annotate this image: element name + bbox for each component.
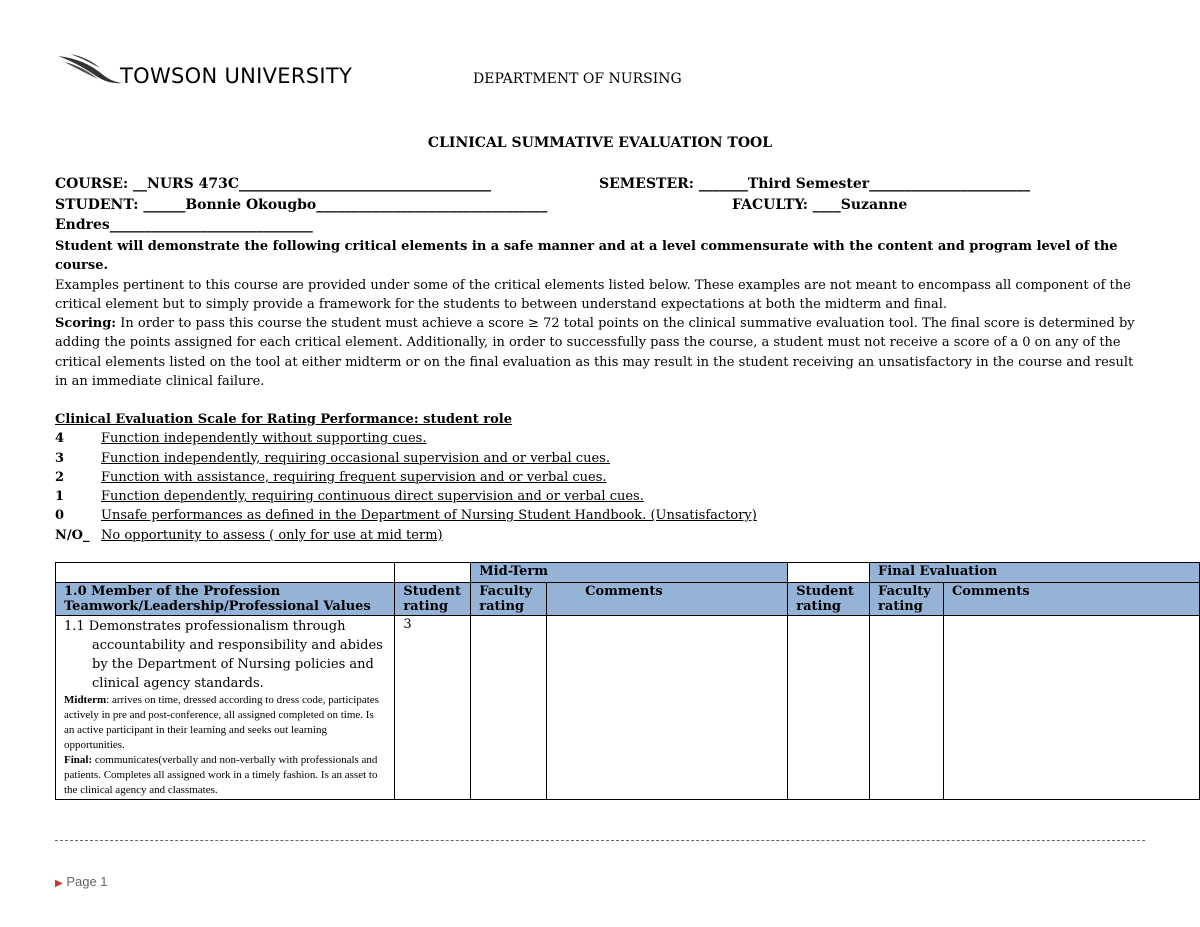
student-value: ______Bonnie Okougbo_________________________________ (143, 197, 548, 213)
faculty-line (732, 197, 907, 213)
midterm-header: Mid-Term (471, 563, 788, 583)
final-student-rating-header: Student rating (788, 583, 870, 616)
midterm-example (64, 693, 386, 753)
scoring-text: In order to pass this course the student must achieve a score ≥ 72 total points on the clinical summative evaluation tool. The final score is determined by adding the points assigned for each critical element. Additionally, in order to successfully pass the course, a student must not receive a score of a 0 on any of the critical elements listed on the tool at either midterm or on the final evaluation as this may result in the student receiving an unsatisfactory in the course and result in an immediate clinical failure. (55, 316, 1135, 389)
final-comments-cell[interactable] (943, 616, 1199, 800)
table-header-row-2 (56, 583, 1200, 616)
course-value: __NURS 473C____________________________________ (133, 176, 492, 192)
mid-faculty-rating-cell[interactable] (471, 616, 547, 800)
mid-comments-header: Comments (547, 583, 788, 616)
final-faculty-rating-header: Faculty rating (870, 583, 944, 616)
faculty-value: ____Suzanne (812, 197, 908, 213)
student-label: STUDENT: (55, 197, 139, 213)
scale-item (55, 468, 757, 487)
page-number: Page 1 (66, 874, 108, 889)
department-name: DEPARTMENT OF NURSING (473, 71, 682, 87)
final-header: Final Evaluation (870, 563, 1200, 583)
critical-elements-statement: Student will demonstrate the following critical elements in a safe manner and at a level commensurate with the content and program level of the course. (55, 239, 1118, 274)
scale-num: 1 (55, 489, 65, 505)
scale-text: Unsafe performances as defined in the Department of Nursing Student Handbook. (Unsatisfactory) (101, 508, 757, 524)
student-line (55, 197, 547, 213)
scale-item (55, 506, 757, 525)
scale-num: 0 (55, 508, 65, 524)
section-title-line2: Teamwork/Leadership/Professional Values (64, 599, 371, 614)
final-faculty-rating-cell[interactable] (870, 616, 944, 800)
scale-item (55, 429, 757, 448)
scale-text: Function independently, requiring occasional supervision and or verbal cues. (101, 450, 610, 466)
scale-num: N/O_ (55, 527, 90, 543)
mid-student-rating-header: Student rating (395, 583, 471, 616)
critical-element-cell (56, 616, 395, 800)
final-text: communicates(verbally and non-verbally with professionals and patients. Completes all assigned work in a timely fashion. Is an asset to the clinical agency and classmates. (64, 754, 378, 796)
course-label: COURSE: (55, 176, 129, 192)
document-title: CLINICAL SUMMATIVE EVALUATION TOOL (427, 135, 773, 151)
scale-num: 2 (55, 469, 65, 485)
section-title-line1: 1.0 Member of the Profession (64, 584, 281, 599)
mid-faculty-rating-header: Faculty rating (471, 583, 547, 616)
scale-num: 3 (55, 450, 65, 466)
faculty-name-continued: Endres_____________________________ (55, 217, 313, 233)
university-name: TOWSON UNIVERSITY (120, 64, 353, 88)
scale-item (55, 487, 757, 506)
scale-item (55, 449, 757, 468)
intro-paragraph (55, 237, 1145, 314)
final-student-rating-cell[interactable] (788, 616, 870, 800)
semester-line (599, 176, 1030, 192)
page-marker-icon: ▶ (55, 878, 63, 889)
mid-student-rating-cell[interactable]: 3 (395, 616, 471, 800)
semester-label: SEMESTER: (599, 176, 694, 192)
section-title (56, 583, 395, 616)
scale-text: No opportunity to assess ( only for use at mid term) (101, 527, 443, 543)
midterm-label: Midterm (64, 694, 107, 706)
scale-text: Function independently without supporting cues. (101, 431, 427, 447)
mid-comments-cell[interactable] (547, 616, 788, 800)
semester-value: _______Third Semester_______________________ (698, 176, 1031, 192)
critical-element-text: 1.1 Demonstrates professionalism through accountability and responsibility and abides by the Department of Nursing policies and clinical agency standards. (64, 619, 383, 691)
table-row (56, 616, 1200, 800)
midterm-text: : arrives on time, dressed according to dress code, participates actively in pre and post-conference, all assigned completed on time. Is an active participant in their learning and seeks out learning opportunities. (64, 694, 379, 751)
tiger-stripe-icon (56, 52, 126, 88)
page-break-divider (55, 840, 1145, 841)
final-example (64, 753, 386, 798)
rating-scale (55, 410, 757, 545)
final-comments-header: Comments (943, 583, 1199, 616)
course-line (55, 176, 491, 192)
table-header-row-1 (56, 563, 1200, 583)
scale-text: Function dependently, requiring continuous direct supervision and or verbal cues. (101, 489, 644, 505)
scale-heading: Clinical Evaluation Scale for Rating Performance: student role (55, 412, 512, 427)
examples-text: Examples pertinent to this course are provided under some of the critical elements listed below. These examples are not meant to encompass all component of the critical element but to simply provide a framework for the students to between understand expectations at both the midterm and final. (55, 277, 1131, 312)
scoring-label: Scoring: (55, 316, 117, 331)
scale-text: Function with assistance, requiring frequent supervision and or verbal cues. (101, 469, 607, 485)
scale-item (55, 526, 757, 545)
faculty-label: FACULTY: (732, 197, 808, 213)
scale-num: 4 (55, 431, 65, 447)
evaluation-table (55, 562, 1200, 800)
final-label: Final: (64, 754, 93, 766)
scoring-paragraph (55, 314, 1145, 391)
page-footer (55, 874, 108, 889)
